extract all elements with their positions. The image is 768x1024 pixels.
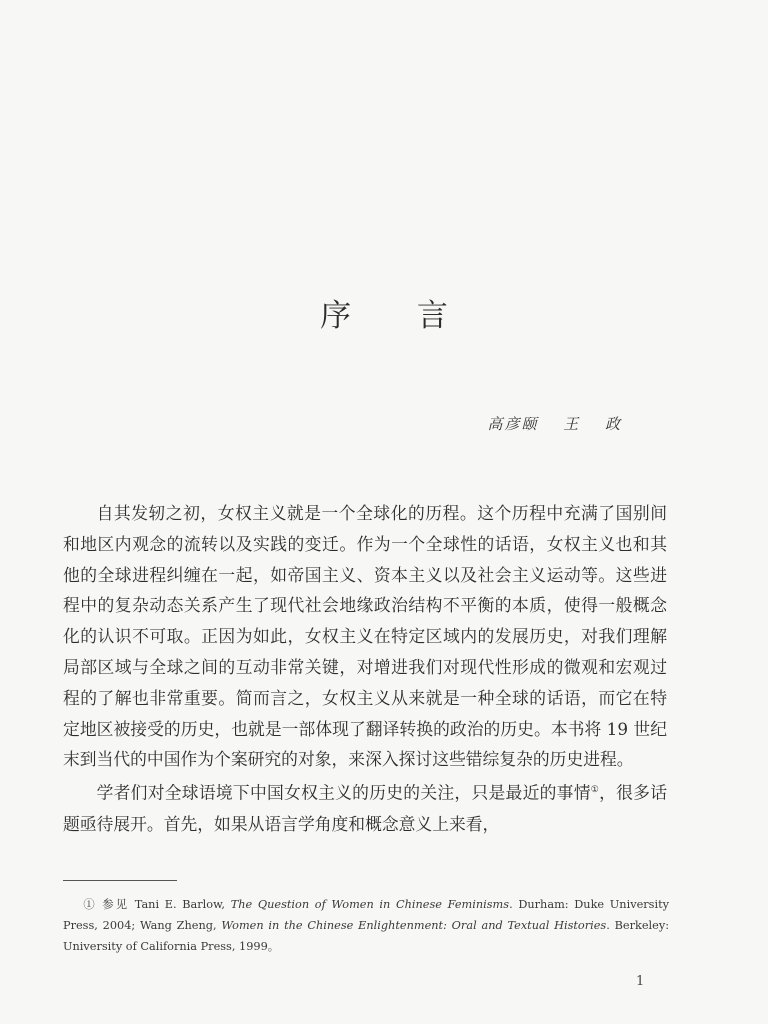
paragraph-2-continuation: ，很多话题亟待展开。首先，如果从语言学角度和概念意义上来看， [63, 782, 667, 834]
footnote-title-1: The Question of Women in Chinese Feminisms [230, 898, 510, 911]
page-title: 序 言 [320, 298, 448, 334]
paragraph-1: 自其发轫之初，女权主义就是一个全球化的历程。这个历程中充满了国别间和地区内观念的流转以及实践的变迁。作为一个全球性的话语，女权主义也和其他的全球进程纠缠在一起，如帝国主义、资本主义以及社会主义运动等。这些进程中的复杂动态关系产生了现代社会地缘政治结构不平衡的本质，使得一般概念化的认识不可取。正因为如此，女权主义在特定区域内的发展历史，对我们理解局部区域与全球之间的互动非常关键，对增进我们对现代性形成的微观和宏观过程的了解也非常重要。简而言之，女权主义从来就是一种全球的话语，而它在特定地区被接受的历史，也就是一部体现了翻译转换的政治的历史。本书将 19 世纪末到当代的中国作为个案研究的对象，来深入探讨这些错综复杂的历史进程。 [63, 503, 667, 770]
page-number: 1 [636, 974, 645, 989]
footnote-publisher-1: . Durham: Duke University Press, 2004; Wang Zheng, [63, 898, 669, 932]
paragraph-2-text: 学者们对全球语境下中国女权主义的历史的关注，只是最近的事情 [96, 782, 591, 803]
footnote [63, 894, 669, 957]
footnote-publisher-2: . Berkeley: University of California Press, 1999。 [63, 919, 670, 953]
footnote-title-2: Women in the Chinese Enlightenment: Oral and Textual Histories [221, 919, 607, 932]
footnote-marker: ① [83, 898, 97, 911]
paragraph-2 [63, 775, 667, 839]
author-line: 高彦颐 王 政 [487, 415, 622, 433]
footnote-reference[interactable]: ① [590, 785, 600, 796]
footnote-divider [63, 880, 177, 881]
body-text [63, 498, 667, 839]
footnote-prefix: 参见 Tani E. Barlow, [102, 898, 226, 911]
